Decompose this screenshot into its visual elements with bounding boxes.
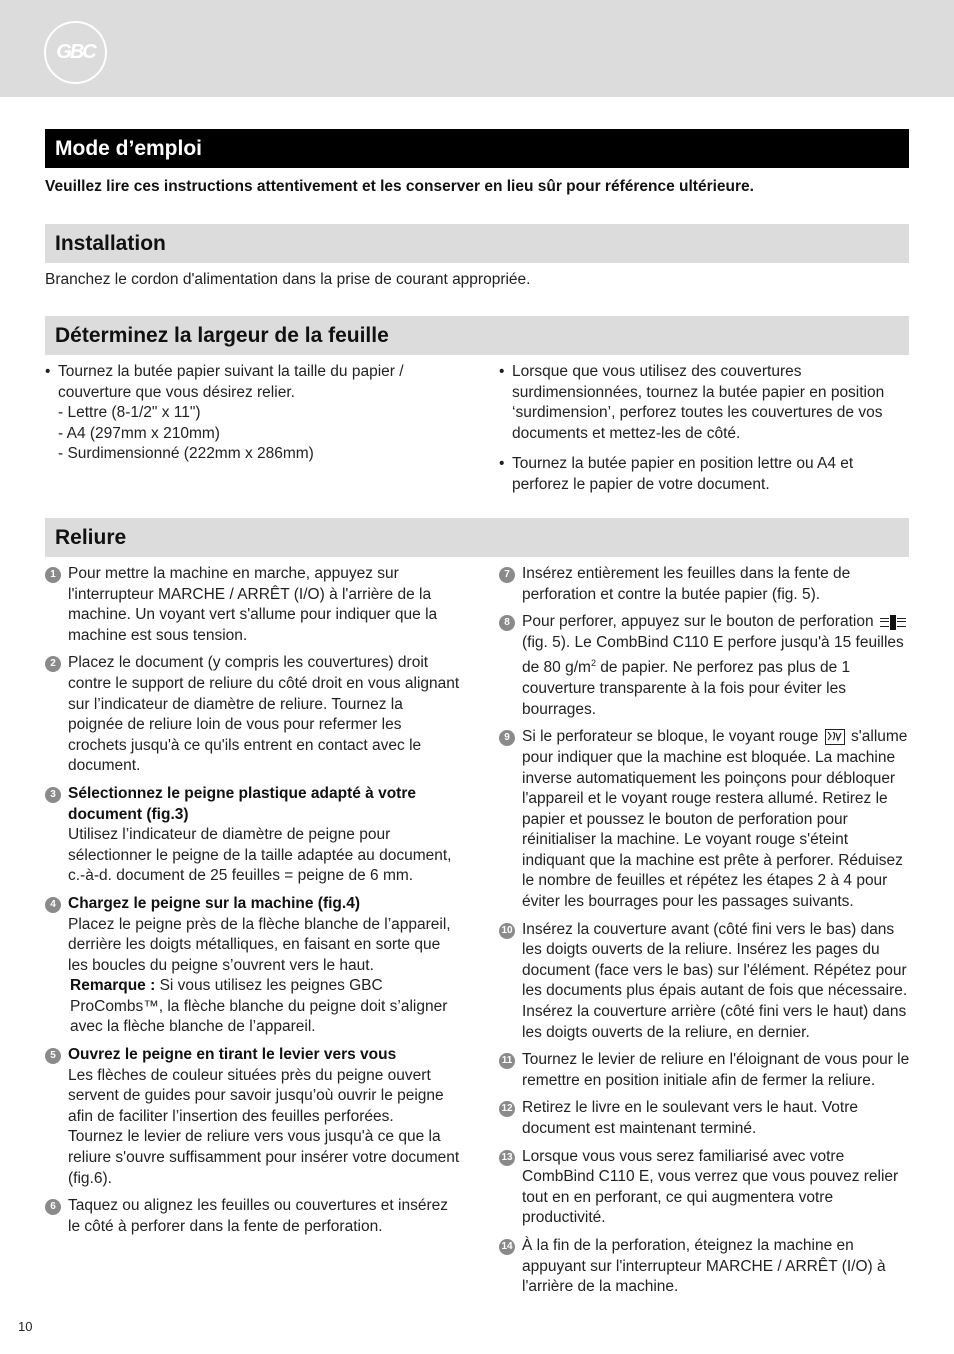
step-text: Utilisez l’indicateur de diamètre de peigne pour sélectionner le peigne de la taille adaptée au document, c.-à-d. document de 25 feuilles = peigne de 6 mm. (68, 826, 452, 885)
step-8 (499, 612, 910, 720)
step-14 (499, 1236, 910, 1298)
installation-heading: Installation (45, 224, 909, 263)
step-title: Chargez le peigne sur la machine (fig.4) (68, 894, 360, 912)
step-number-icon: 1 (45, 567, 61, 583)
step-text: Lorsque vous vous serez familiarisé avec votre CombBind C110 E, vous verrez que vous pouvez relier tout en en perforant, ce qui augmentera votre productivité. (522, 1147, 899, 1227)
size-option: - A4 (297mm x 210mm) (58, 424, 220, 442)
step-number-icon: 10 (499, 923, 515, 939)
step-text-a: Pour perforer, appuyez sur le bouton de perforation (522, 613, 874, 631)
step-11 (499, 1050, 910, 1091)
step-9 (499, 727, 910, 912)
step-4 (45, 894, 460, 1038)
step-text-2: Tournez le levier de reliure vers vous jusqu'à ce que la reliure s'ouvre suffisamment pour insérer votre document (fig.6). (68, 1128, 460, 1187)
step-text-a: Si le perforateur se bloque, le voyant rouge (522, 728, 819, 746)
step-text (522, 727, 910, 912)
bullet-icon: • (45, 363, 51, 380)
step-number-icon: 7 (499, 567, 515, 583)
punch-button-icon (880, 615, 906, 630)
step-text-b: (fig. 5). Le CombBind C110 E perfore jusqu'à 15 feuilles de 80 g/m (522, 633, 904, 677)
step-title: Sélectionnez le peigne plastique adapté à votre document (fig.3) (68, 784, 416, 823)
bullet-text: Lorsque que vous utilisez des couvertures surdimensionnées, tournez la butée papier en position ‘surdimension’, perforez toutes les couvertures de vos documents et mettez-les de côté. (512, 363, 885, 442)
step-number-icon: 14 (499, 1239, 515, 1255)
list-item (45, 362, 460, 465)
superscript: 2 (590, 658, 596, 669)
step-12 (499, 1098, 910, 1139)
step-number-icon: 12 (499, 1101, 515, 1117)
bullet-icon: • (499, 455, 505, 473)
step-2 (45, 653, 460, 777)
reliure-left-column (45, 564, 460, 1244)
largeur-left-column (45, 362, 460, 475)
step-10 (499, 920, 910, 1044)
step-number-icon: 3 (45, 787, 61, 803)
step-number-icon: 2 (45, 656, 61, 672)
step-6 (45, 1196, 460, 1237)
step-13 (499, 1147, 910, 1229)
lead-text: Veuillez lire ces instructions attentivement et les conserver en lieu sûr pour référence ultérieure. (45, 178, 754, 195)
list-item (499, 454, 910, 495)
step-number-icon: 8 (499, 615, 515, 631)
step-number-icon: 6 (45, 1199, 61, 1215)
step-5 (45, 1045, 460, 1189)
step-3 (45, 784, 460, 887)
remark-text: Si vous utilisez les peignes GBC ProCombs™, la flèche blanche du peigne doit s’aligner avec la flèche blanche de l’appareil. (70, 977, 448, 1036)
step-text: Insérez entièrement les feuilles dans la fente de perforation et contre la butée papier (fig. 5). (522, 565, 851, 603)
step-text: Taquez ou alignez les feuilles ou couvertures et insérez le côté à perforer dans la fente de perforation. (68, 1197, 448, 1235)
mode-emploi-heading: Mode d’emploi (45, 129, 909, 168)
bullet-text: Tournez la butée papier en position lettre ou A4 et perforez le papier de votre document. (512, 455, 854, 493)
step-text: À la fin de la perforation, éteignez la machine en appuyant sur l'interrupteur MARCHE / ARRÊT (I/O) à l'arrière de la machine. (522, 1236, 886, 1296)
step-7 (499, 564, 910, 605)
step-number-icon: 4 (45, 897, 61, 913)
step-text: Pour mettre la machine en marche, appuyez sur l'interrupteur MARCHE / ARRÊT (I/O) à l'arrière de la machine. Un voyant vert s'allume pour indiquer que la machine est sous tension. (68, 565, 438, 644)
largeur-heading: Déterminez la largeur de la feuille (45, 316, 909, 355)
remark (68, 976, 460, 1038)
largeur-right-column (499, 362, 910, 506)
size-option: - Lettre (8-1/2" x 11") (58, 404, 201, 422)
step-text-c: de papier. Ne perforez pas plus de 1 couverture transparente à la fois pour éviter les bourrages. (522, 659, 851, 718)
step-text: Placez le peigne près de la flèche blanche de l’appareil, derrière les doigts métalliques, en faisant en sorte que les boucles du peigne s’ouvrent vers le haut. (68, 915, 451, 974)
logo-text: GBC (56, 41, 95, 63)
step-number-icon: 11 (499, 1053, 515, 1069)
step-text: Tournez le levier de reliure en l'éloignant de vous pour le remettre en position initiale afin de fermer la reliure. (522, 1051, 910, 1089)
step-text: Insérez la couverture avant (côté fini vers le bas) dans les doigts ouverts de la reliure. Insérez les pages du document (face vers le bas) sur l'élément. Répétez pour les documents plus épais autant de fois que nécessaire. Insérez la couverture arrière (côté fini vers le haut) dans les doigts ouverts de la reliure, en dernier. (522, 920, 908, 1041)
page-number: 10 (18, 1319, 33, 1334)
remark-label: Remarque : (70, 977, 156, 995)
step-text: Les flèches de couleur situées près du peigne ouvert servent de guides pour savoir jusqu’où ouvrir le peigne afin de faciliter l’insertion des feuilles perforées. (68, 1066, 444, 1125)
bullet-text: Tournez la butée papier suivant la taille du papier / couverture que vous désirez relier. (58, 363, 404, 401)
step-text: Retirez le livre en le soulevant vers le haut. Votre document est maintenant terminé. (522, 1099, 859, 1137)
jam-indicator-icon (825, 729, 845, 745)
header-bar (0, 0, 954, 97)
gbc-logo (44, 21, 107, 84)
step-text: Placez le document (y compris les couvertures) droit contre le support de reliure du côté droit en vous alignant sur l’indicateur de diamètre de reliure. Tournez la poignée de reliure loin de vous pour refermer les crochets jusqu'à ce qu'ils entrent en contact avec le document. (68, 654, 460, 775)
step-number-icon: 13 (499, 1150, 515, 1166)
step-title: Ouvrez le peigne en tirant le levier vers vous (68, 1046, 397, 1064)
reliure-heading: Reliure (45, 518, 909, 557)
size-option: - Surdimensionné (222mm x 286mm) (58, 445, 314, 463)
step-1 (45, 564, 460, 646)
installation-text: Branchez le cordon d'alimentation dans la prise de courant appropriée. (45, 271, 531, 288)
step-text (522, 612, 910, 720)
step-number-icon: 5 (45, 1048, 61, 1064)
bullet-icon: • (499, 363, 505, 380)
step-text-b: s'allume pour indiquer que la machine est bloquée. La machine inverse automatiquement les poinçons pour débloquer l'appareil et le voyant rouge restera allumé. Retirez le papier et poussez le bouton de perforation pour réinitialiser la machine. Le voyant rouge s'éteint indiquant que la machine est prête à perforer. Réduisez le nombre de feuilles et répétez les étapes 2 à 4 pour éviter les bourrages pour les passages suivants. (522, 728, 908, 911)
list-item (499, 362, 910, 444)
step-number-icon: 9 (499, 730, 515, 746)
reliure-right-column (499, 564, 910, 1305)
